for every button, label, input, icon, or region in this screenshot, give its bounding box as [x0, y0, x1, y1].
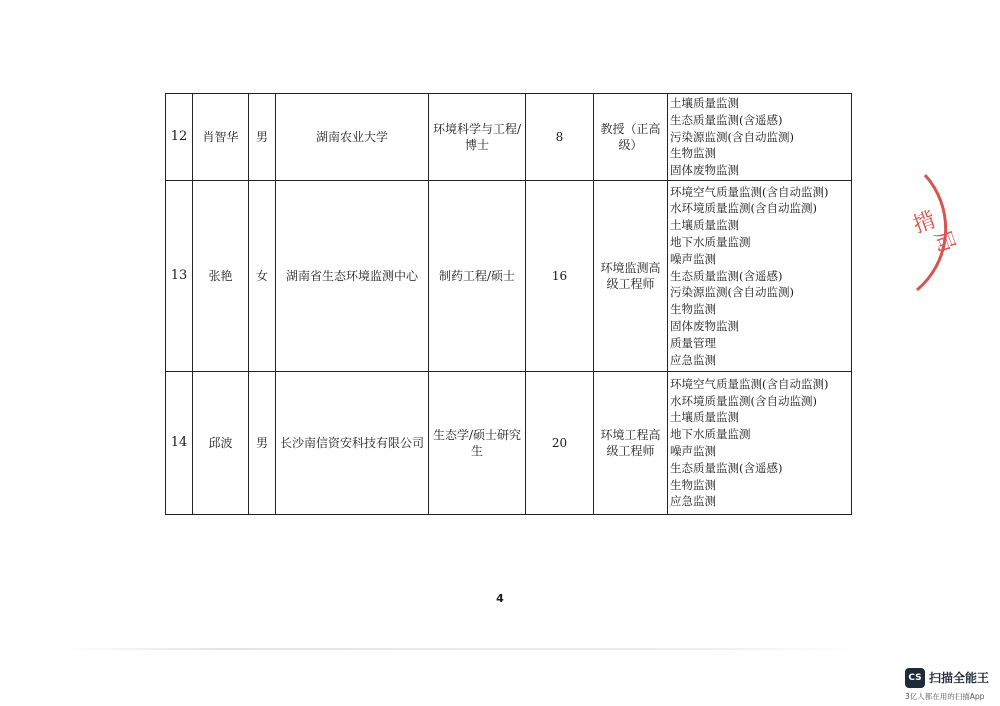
table-row	[166, 181, 852, 372]
expertise-item: 地下水质量监测	[670, 235, 751, 249]
watermark-app-name: 扫描全能王	[929, 671, 990, 685]
years-experience: 20	[526, 372, 594, 515]
expertise-item: 质量管理	[670, 335, 716, 350]
expert-name: 邱波	[193, 372, 249, 515]
expertise-item: 土壤质量监测	[670, 96, 739, 110]
expertise-item: 环境空气质量监测(含自动监测)	[670, 184, 829, 199]
gender: 男	[249, 372, 276, 515]
table-row	[166, 94, 852, 181]
expertise-item: 固体废物监测	[670, 163, 739, 178]
expertise-item: 应急监测	[670, 352, 716, 367]
seal-glyph: 局	[928, 226, 960, 257]
expertise-item: 生物监测	[670, 302, 716, 317]
major-degree: 制药工程/硕士	[429, 181, 526, 372]
expert-name: 张艳	[193, 181, 249, 372]
expertise-item: 水环境质量监测(含自动监测)	[670, 393, 817, 408]
expertise-item: 噪声监测	[670, 444, 716, 458]
expertise-item: 污染源监测(含自动监测)	[670, 285, 794, 300]
expertise-areas	[668, 94, 852, 181]
expertise-item: 生态质量监测(含遥感)	[670, 112, 783, 127]
major-degree: 环境科学与工程/博士	[429, 94, 526, 181]
scanner-watermark	[905, 668, 995, 702]
row-number: 14	[166, 372, 193, 515]
expert-name: 肖智华	[193, 94, 249, 181]
expertise-item: 生物监测	[670, 146, 716, 161]
expertise-item: 应急监测	[670, 494, 716, 509]
watermark-tagline: 3亿人都在用的扫描App	[905, 692, 985, 701]
expertise-item: 生物监测	[670, 477, 716, 492]
expertise-areas	[668, 181, 852, 372]
employer: 长沙南信资安科技有限公司	[276, 372, 429, 515]
seal-glyph: 揹	[909, 207, 940, 239]
page-number: 4	[496, 592, 504, 605]
expertise-item: 土壤质量监测	[670, 218, 739, 233]
expertise-item: 固体废物监测	[670, 318, 739, 333]
years-experience: 8	[526, 94, 594, 181]
major-degree: 生态学/硕士研究生	[429, 372, 526, 515]
employer: 湖南农业大学	[276, 94, 429, 181]
seal-stamp	[895, 170, 995, 300]
expertise-item: 水环境质量监测(含自动监测)	[670, 201, 817, 216]
expertise-item: 地下水质量监测	[670, 427, 751, 442]
row-number: 13	[166, 181, 193, 372]
expertise-item: 环境空气质量监测(含自动监测)	[670, 376, 829, 391]
gender: 女	[249, 181, 276, 372]
professional-title: 环境监测高级工程师	[594, 181, 668, 372]
expertise-item: 污染源监测(含自动监测)	[670, 129, 794, 144]
expertise-item: 噪声监测	[670, 251, 716, 266]
gender: 男	[249, 94, 276, 181]
professional-title: 环境工程高级工程师	[594, 372, 668, 515]
years-experience: 16	[526, 181, 594, 372]
row-number: 12	[166, 94, 193, 181]
expertise-areas	[668, 372, 852, 515]
scan-artifact-line	[60, 648, 860, 650]
expertise-item: 生态质量监测(含遥感)	[670, 460, 783, 475]
camscanner-logo-icon: CS	[905, 668, 925, 688]
expert-table	[165, 93, 852, 515]
professional-title: 教授（正高级）	[594, 94, 668, 181]
table-row	[166, 372, 852, 515]
expertise-item: 土壤质量监测	[670, 410, 739, 425]
employer: 湖南省生态环境监测中心	[276, 181, 429, 372]
expertise-item: 生态质量监测(含遥感)	[670, 268, 783, 283]
